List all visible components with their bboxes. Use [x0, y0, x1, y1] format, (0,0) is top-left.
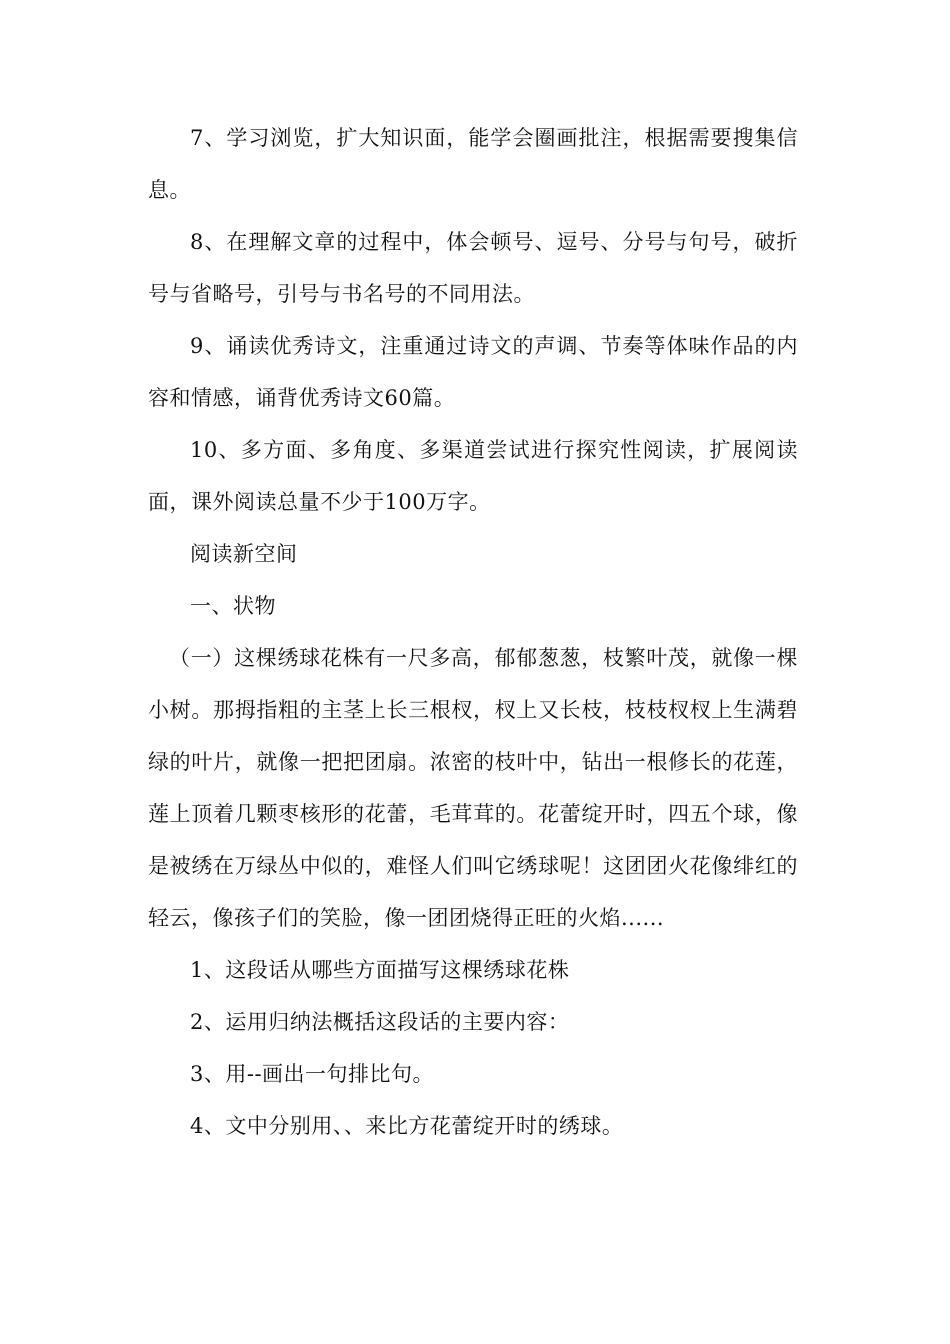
section-heading-reading: 阅读新空间 — [190, 542, 298, 566]
question-1: 1、这段话从哪些方面描写这棵绣球花株 — [190, 958, 570, 982]
question-4: 4、文中分别用、、来比方花蕾绽开时的绣球。 — [190, 1114, 624, 1138]
paragraph-item-9: 9、诵读优秀诗文，注重通过诗文的声调、节奏等体味作品的内容和情感，诵背优秀诗文60篇。 — [148, 334, 798, 410]
question-2: 2、运用归纳法概括这段话的主要内容： — [190, 1010, 570, 1034]
passage-paragraph: （一）这棵绣球花株有一尺多高，郁郁葱葱，枝繁叶茂，就像一棵小树。那拇指粗的主茎上长三根杈，杈上又长枝，枝枝杈杈上生满碧绿的叶片，就像一把把团扇。浓密的枝叶中，钻出一根修长的花莲，莲上顶着几颗枣核形的花蕾，毛茸茸的。花蕾绽开时，四五个球，像是被绣在万绿丛中似的，难怪人们叫它绣球呢！这团团火花像绯红的轻云，像孩子们的笑脸，像一团团烧得正旺的火焰...... — [148, 646, 798, 930]
paragraph-item-7: 7、学习浏览，扩大知识面，能学会圈画批注，根据需要搜集信息。 — [148, 126, 798, 202]
subsection-heading: 一、状物 — [190, 594, 276, 618]
document-page — [148, 112, 798, 1152]
paragraph-item-10: 10、多方面、多角度、多渠道尝试进行探究性阅读，扩展阅读面，课外阅读总量不少于100万字。 — [148, 438, 798, 514]
question-3: 3、用--画出一句排比句。 — [190, 1062, 435, 1086]
paragraph-item-8: 8、在理解文章的过程中，体会顿号、逗号、分号与句号，破折号与省略号，引号与书名号的不同用法。 — [148, 230, 798, 306]
